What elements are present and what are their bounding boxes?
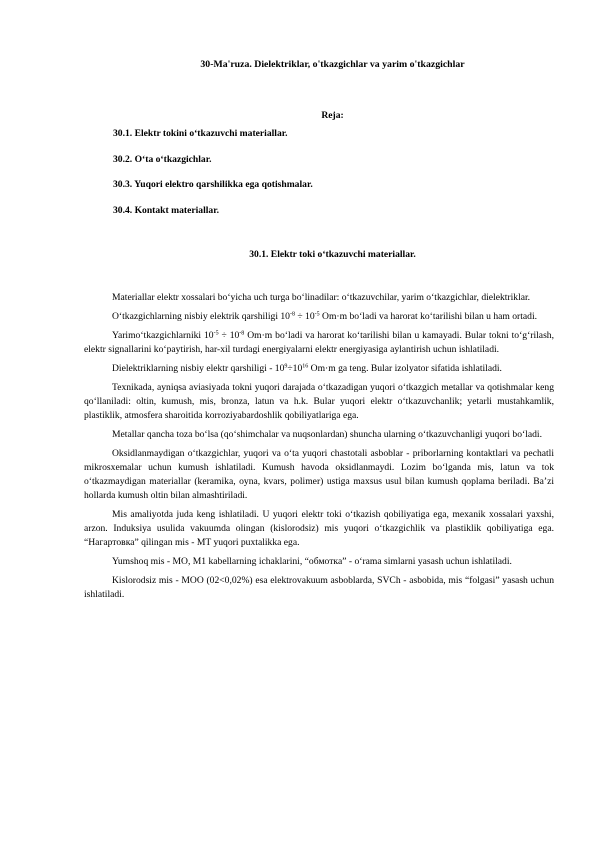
plan-item: 30.4. Kontakt materiallar. — [113, 204, 219, 216]
plan-item: 30.3. Yuqori elektro qarshilikka ega qotishmalar. — [113, 179, 313, 190]
paragraph: Oksidlanmaydigan o‘tkazgichlar, yuqori va o‘ta yuqori chastotali asboblar - priborlarning kontaktlari va pechatli mikrosxemalar uchun kumush ishlatiladi. Kumush havoda oksidlanmaydi. Lozim bo‘lganda mis, latun va tok o‘tkazmaydigan materiallar (keramika, oyna, kvars, polimer) ustiga maxsus usul bilan kumush qoplama beriladi. Ba’zi hollarda kumush oltin bilan almashtiriladi. — [84, 448, 554, 501]
paragraph: Yumshoq mis - MO, M1 kabellarning ichaklarini, “обмотка” - o‘rama simlarni yasash uchun ishlatiladi. — [112, 556, 512, 567]
paragraph: Mis amaliyotda juda keng ishlatiladi. U yuqori elektr toki o‘tkazish qobiliyatiga ega, mexanik xossalari yaxshi, arzon. Induksiya usulida vakuumda olingan (kislorodsiz) mis yuqori o‘tkazgichlik va plastiklik qobiliyatiga ega. “Нагартовка” qilingan mis - MT yuqori puxtalikka ega. — [84, 509, 554, 548]
body-text — [84, 291, 554, 607]
paragraph: Texnikada, ayniqsa aviasiyada tokni yuqori darajada o‘tkazadigan yuqori o‘tkazgich metallar va qotishmalar keng qo‘llaniladi: oltin, kumush, mis, bronza, latun va h.k. Bular yuqori elektr o‘tkazuvchanlik; yetarli mustahkamlik, plastiklik, atmosfera sharoitida korroziyabardoshlik qobiliyatlariga ega. — [84, 382, 554, 422]
paragraph: Materiallar elektr xossalari bo‘yicha uch turga bo‘linadilar: o‘tkazuvchilar, yarim o‘tkazgichlar, dielektriklar. — [112, 292, 531, 303]
paragraph: Yarimo‘tkazgichlarniki $10^{-5} \div 10^{-8}$ Om·m bo‘ladi va harorat ko‘tarilishi bilan u kamayadi. Bular tokni to‘g‘rilash, elektr signallarini ko‘paytirish, har-xil turdagi energiyalarni elektr energiyasiga aylantirish uchun ishlatiladi. — [84, 330, 554, 356]
paragraph: Kislorodsiz mis - MOO (02<0,02%) esa elektrovakuum asboblarda, SVCh - asbobida, mis “folgasi” yasash uchun ishlatiladi. — [84, 575, 554, 600]
lecture-title: 30-Ma'ruza. Dielektriklar, o'tkazgichlar va yarim o'tkazgichlar — [200, 59, 465, 70]
plan-list — [113, 127, 313, 229]
paragraph: Metallar qancha toza bo‘lsa (qo‘shimchalar va nuqsonlardan) shuncha ularning o‘tkazuvchanligi yuqori bo‘ladi. — [112, 429, 542, 441]
section-heading: 30.1. Elektr toki o‘tkazuvchi materiallar. — [249, 249, 416, 260]
plan-item: 30.1. Elektr tokini o‘tkazuvchi materiallar. — [113, 128, 288, 139]
plan-heading: Reja: — [321, 110, 344, 121]
paragraph: Dielektriklarning nisbiy elektr qarshiligi - $10^9\div 10^{16}$ Om·m ga teng. Bular izolyator sifatida ishlatiladi. — [112, 363, 502, 375]
paragraph: O‘tkazgichlarning nisbiy elektrik qarshiligi $10^{-8} \div 10^{-5}$ Om·m bo‘ladi va harorat ko‘tarilishi bilan u ham ortadi. — [112, 311, 538, 323]
plan-item: 30.2. O‘ta o‘tkazgichlar. — [113, 153, 212, 165]
